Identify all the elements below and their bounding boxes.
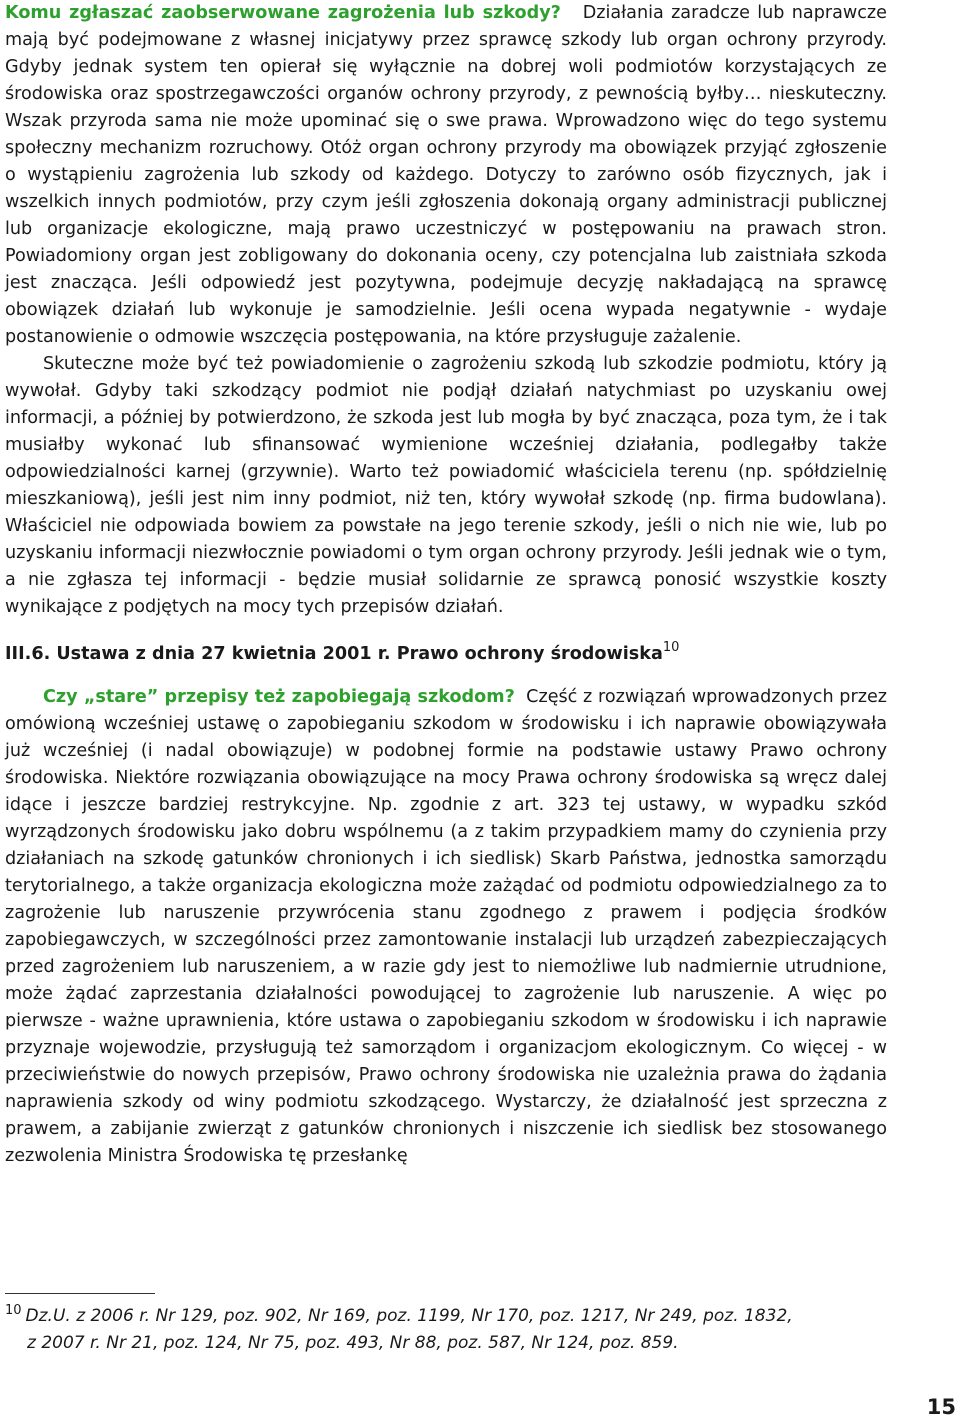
section-heading-text: III.6. Ustawa z dnia 27 kwietnia 2001 r. Prawo ochrony środowiska [5, 644, 663, 664]
footnote-reference: 10 [662, 640, 680, 655]
section-heading [5, 641, 887, 668]
paragraph-body: Część z rozwiązań wprowadzonych przez omówioną wcześniej ustawę o zapobieganiu szkodom w środowisku i ich naprawie obowiązywała już wcześniej (i nadal obowiązuje) w podobnej formie na podstawie ustawy Prawo ochrony środowiska. Niektóre rozwiązania obowiązujące na mocy Prawa ochrony środowiska są wręcz dalej idące i jeszcze bardziej restrykcyjne. Np. zgodnie z art. 323 tej ustawy, w wypadku szkód wyrządzonych środowisku jako dobru wspólnemu (a z takim przypadkiem mamy do czynienia przy działaniach na szkodę gatunków chronionych i ich siedlisk) Skarb Państwa, jednostka samorządu terytorialnego, a także organizacja ekologiczna może zażądać od podmiotu odpowiedzialnego za to zagrożenie lub naruszenie przywrócenia stanu zgodnego z prawem i podjęcia środków zapobiegawczych, w szczególności przez zamontowanie instalacji lub urządzeń zabezpieczających przed zagrożeniem lub naruszeniem, a w razie gdy jest to niemożliwe lub nadmiernie utrudnione, może żądać zaprzestania działalności powodującej to zagrożenie lub naruszenie. A więc po pierwsze - ważne uprawnienia, które ustawa o zapobieganiu szkodom w środowisku i ich naprawie przyznaje wojewodzie, przysługują też samorządom i organizacjom ekologicznym. Co więcej - w przeciwieństwie do nowych przepisów, Prawo ochrony środowiska nie uzależnia prawa do żądania naprawienia szkody od winy podmiotu szkodzącego. Wystarczy, że działalność jest sprzeczna z prawem, a zabijanie zwierząt z gatunków chronionych i niszczenie ich siedlisk bez stosowanego zezwolenia Ministra Środowiska tę przesłankę [5, 687, 888, 1166]
page-number: 15 [926, 1395, 956, 1419]
paragraph-old-regulations [5, 684, 887, 1170]
paragraph-body: Działania zaradcze lub naprawcze mają być podejmowane z własnej inicjatywy przez sprawcę szkody lub organ ochrony przyrody. Gdyby jednak system ten opierał się wyłącznie na dobrej woli podmiotów korzystających ze środowiska oraz spostrzegawczości organów ochrony przyrody, z pewnością byłby… nieskuteczny. Wszak przyroda sama nie może upominać się o swe prawa. Wprowadzono więc do tego systemu społeczny mechanizm rozruchowy. Otóż organ ochrony przyrody ma obowiązek przyjąć zgłoszenie o wystąpieniu zagrożenia lub szkody od każdego. Dotyczy to zarówno osób fizycznych, jak i wszelkich innych podmiotów, przy czym jeśli zgłoszenia dokonają organy administracji publicznej lub organizacje ekologiczne, mają prawo uczestniczyć w postępowaniu na prawach stron. Powiadomiony organ jest zobligowany do dokonania oceny, czy potencjalna lub zaistniała szkoda jest znacząca. Jeśli odpowiedź jest pozytywna, podejmuje decyzję nakładającą na sprawcę obowiązek działań lub wykonuje je samodzielnie. Jeśli ocena wypada negatywnie - wydaje postanowienie o odmowie wszczęcia postępowania, na które przysługuje zażalenie. [5, 3, 887, 347]
paragraph-lead-question: Komu zgłaszać zaobserwowane zagrożenia lub szkody? [5, 3, 561, 23]
paragraph-lead-question: Czy „stare” przepisy też zapobiegają szkodom? [43, 687, 515, 707]
footnote-line-2: z 2007 r. Nr 21, poz. 124, Nr 75, poz. 493, Nr 88, poz. 587, Nr 124, poz. 859. [27, 1333, 679, 1353]
footnote-divider [5, 1293, 155, 1294]
footnote-number: 10 [5, 1303, 22, 1318]
footnote [5, 1303, 887, 1357]
paragraph-who-to-report [5, 0, 887, 351]
document-page [5, 0, 887, 1170]
paragraph-notify-perpetrator: Skuteczne może być też powiadomienie o zagrożeniu szkodą lub szkodzie podmiotu, który ją wywołał. Gdyby taki szkodzący podmiot nie podjął działań natychmiast po uzyskaniu owej informacji, a później by potwierdzono, że szkoda jest lub mogła by być znacząca, poza tym, że i tak musiałby wykonać lub sfinansować wymienione wcześniej działania, podlegałby także odpowiedzialności karnej (grzywnie). Warto też powiadomić właściciela terenu (np. spółdzielnię mieszkaniową), jeśli jest nim inny podmiot, niż ten, który wywołał szkodę (np. firma budowlana). Właściciel nie odpowiada bowiem za powstałe na jego terenie szkody, jeśli o nich nie wie, lub po uzyskaniu informacji niezwłocznie powiadomi o tym organ ochrony przyrody. Jeśli jednak wie o tym, a nie zgłasza tej informacji - będzie musiał solidarnie ze sprawcą ponosić wszystkie koszty wynikające z podjętych na mocy tych przepisów działań. [5, 354, 887, 617]
footnote-line-1: Dz.U. z 2006 r. Nr 129, poz. 902, Nr 169, poz. 1199, Nr 170, poz. 1217, Nr 249, poz. 1832, [25, 1306, 793, 1326]
